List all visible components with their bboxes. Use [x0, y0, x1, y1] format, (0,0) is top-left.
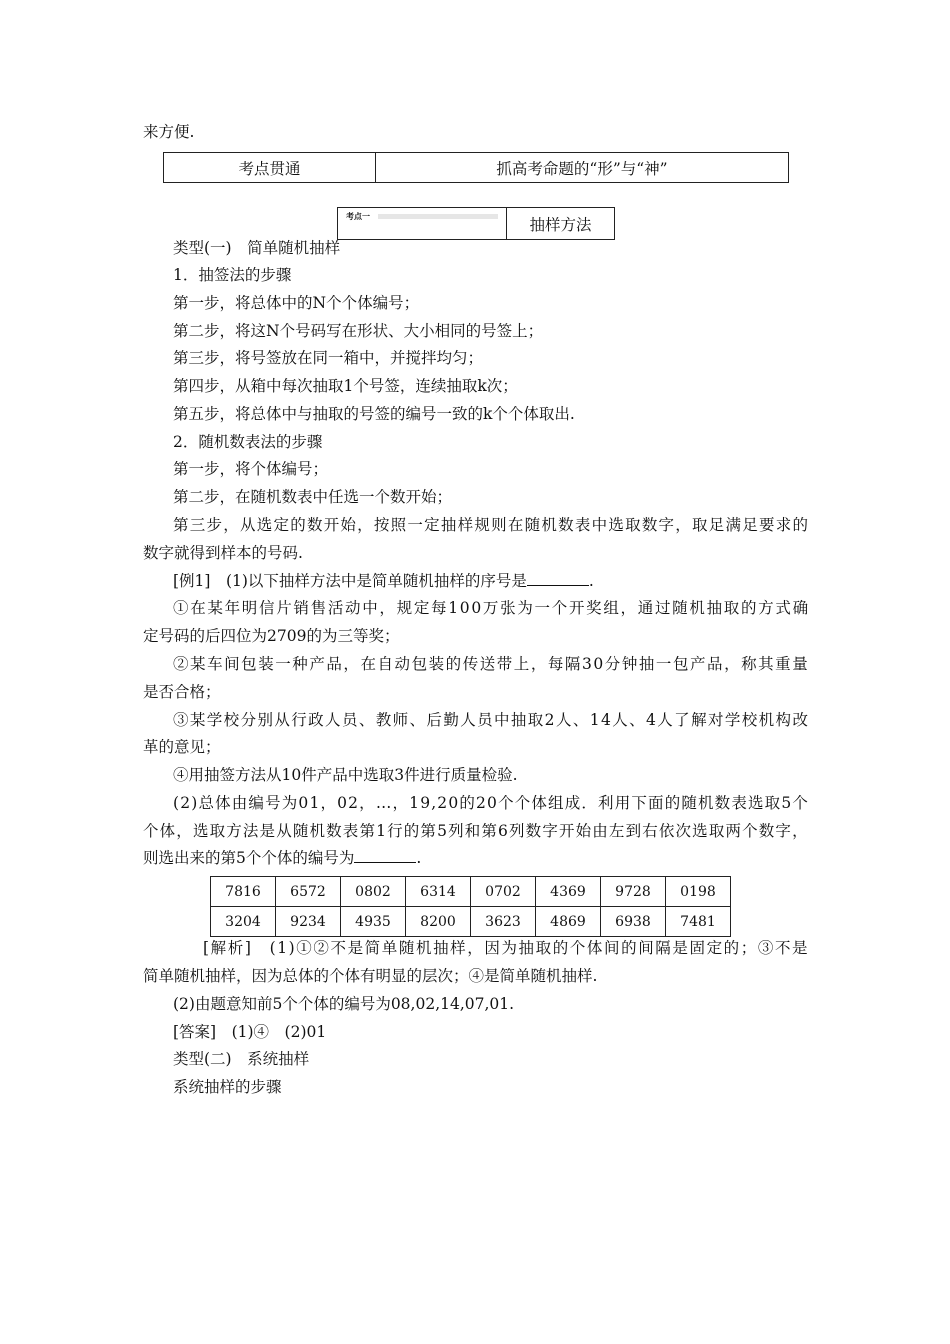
option-line-cont: 定号码的后四位为2709的为三等奖； — [143, 627, 400, 645]
answer-blank — [354, 848, 416, 863]
table-cell: 9234 — [276, 907, 341, 937]
table-cell: 4369 — [536, 877, 601, 907]
table-cell: 3204 — [211, 907, 276, 937]
subheading-lottery: 1．抽签法的步骤 — [173, 266, 292, 284]
step-line: 第四步，从箱中每次抽取1个号签，连续抽取k次； — [173, 377, 518, 395]
table-cell: 4869 — [536, 907, 601, 937]
section-label-box — [338, 208, 507, 239]
example-1-stem: [例1] (1)以下抽样方法中是简单随机抽样的序号是 . — [173, 572, 594, 590]
table-cell: 6314 — [406, 877, 471, 907]
chapter-banner — [163, 152, 789, 183]
question-2-line: 个体，选取方法是从随机数表第1行的第5列和第6列数字开始由左到右依次选取两个数字， — [143, 822, 809, 840]
step-line: 第一步，将个体编号； — [173, 460, 329, 478]
option-line: ①在某年明信片销售活动中，规定每100万张为一个开奖组，通过随机抽取的方式确 — [173, 599, 810, 617]
table-cell: 6938 — [601, 907, 666, 937]
answer-blank — [527, 571, 589, 586]
table-cell: 4935 — [341, 907, 406, 937]
option-line-cont: 革的意见； — [143, 738, 221, 756]
section-label-bar — [378, 214, 498, 219]
table-row — [211, 907, 731, 937]
type-heading-2: 类型(二) 系统抽样 — [173, 1050, 310, 1068]
continuation-text: 来方便. — [143, 123, 195, 141]
table-cell: 0198 — [666, 877, 731, 907]
section-header — [337, 207, 615, 240]
step-line: 第五步，将总体中与抽取的号签的编号一致的k个个体取出. — [173, 405, 575, 423]
table-cell: 7816 — [211, 877, 276, 907]
banner-left: 考点贯通 — [164, 153, 376, 182]
option-line-cont: 是否合格； — [143, 683, 221, 701]
analysis-line-cont: 简单随机抽样，因为总体的个体有明显的层次；④是简单随机抽样. — [143, 967, 598, 985]
option-line: ③某学校分别从行政人员、教师、后勤人员中抽取2人、14人、4人了解对学校机构改 — [173, 711, 810, 729]
subheading-systematic: 系统抽样的步骤 — [173, 1078, 282, 1096]
banner-right: 抓高考命题的“形”与“神” — [496, 159, 668, 178]
step-line-cont: 数字就得到样本的号码. — [143, 544, 303, 562]
question-2-line: 则选出来的第5个个体的编号为 . — [143, 849, 422, 867]
analysis-line: (2)由题意知前5个个体的编号为08,02,14,07,01. — [173, 995, 515, 1013]
table-cell: 0702 — [471, 877, 536, 907]
table-cell: 8200 — [406, 907, 471, 937]
option-line: ②某车间包装一种产品，在自动包装的传送带上，每隔30分钟抽一包产品，称其重量 — [173, 655, 810, 673]
table-row — [211, 877, 731, 907]
table-cell: 0802 — [341, 877, 406, 907]
answer-line: [答案] (1)④ (2)01 — [173, 1023, 327, 1041]
random-number-table — [210, 876, 731, 937]
analysis-line: [解析] (1)①②不是简单随机抽样，因为抽取的个体间的间隔是固定的；③不是 — [203, 939, 810, 957]
step-line: 第二步，在随机数表中任选一个数开始； — [173, 488, 453, 506]
step-line: 第三步，从选定的数开始，按照一定抽样规则在随机数表中选取数字，取足满足要求的 — [173, 516, 810, 534]
type-heading-1: 类型(一) 简单随机抽样 — [173, 239, 341, 257]
section-title: 抽样方法 — [529, 215, 592, 234]
option-line: ④用抽签方法从10件产品中选取3件进行质量检验. — [173, 766, 518, 784]
table-cell: 7481 — [666, 907, 731, 937]
subheading-random-table: 2．随机数表法的步骤 — [173, 433, 323, 451]
step-line: 第二步，将这N个号码写在形状、大小相同的号签上； — [173, 322, 544, 340]
table-cell: 9728 — [601, 877, 666, 907]
table-cell: 3623 — [471, 907, 536, 937]
step-line: 第一步，将总体中的N个个体编号； — [173, 294, 420, 312]
table-cell: 6572 — [276, 877, 341, 907]
step-line: 第三步，将号签放在同一箱中，并搅拌均匀； — [173, 349, 484, 367]
section-label: 考点一 — [346, 212, 370, 221]
question-2-line: (2)总体由编号为01，02，…，19,20的20个个体组成．利用下面的随机数表选取5个 — [173, 794, 810, 812]
